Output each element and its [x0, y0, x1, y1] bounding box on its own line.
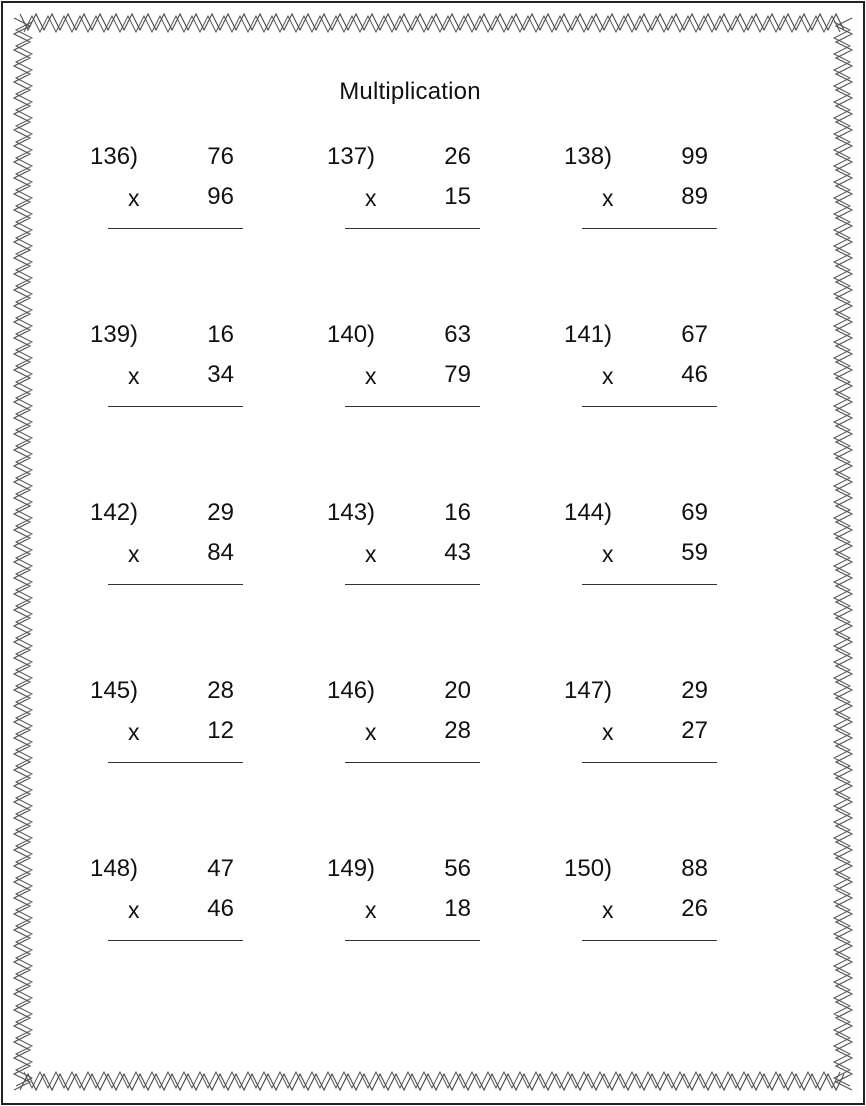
multiplicand: 29 [681, 677, 708, 704]
problem-item [322, 321, 559, 499]
multiplicand: 56 [444, 855, 471, 882]
problem-item [322, 143, 559, 321]
multiplicand: 28 [207, 677, 234, 704]
problem-number: 149) [327, 855, 376, 882]
answer-line [582, 762, 717, 763]
worksheet-title: Multiplication [339, 78, 481, 105]
multiplicand: 47 [207, 855, 234, 882]
multiply-sign: x [365, 363, 377, 389]
multiplicand: 16 [207, 321, 234, 348]
answer-line [582, 406, 717, 407]
multiply-sign: x [365, 541, 377, 567]
problem-item [559, 143, 796, 321]
problem-item [559, 499, 796, 677]
problem-item [85, 143, 322, 321]
multiplier: 79 [444, 361, 471, 388]
problem-item [85, 321, 322, 499]
problem-item [559, 321, 796, 499]
multiplicand: 76 [207, 143, 234, 170]
answer-line [345, 762, 480, 763]
problem-item [85, 855, 322, 1033]
multiplicand: 88 [681, 855, 708, 882]
problem-item [85, 499, 322, 677]
problem-number: 144) [564, 499, 613, 526]
problem-item [322, 499, 559, 677]
multiplicand: 69 [681, 499, 708, 526]
multiplier: 46 [207, 895, 234, 922]
problem-grid [85, 143, 785, 1033]
answer-line [108, 762, 243, 763]
multiplier: 89 [681, 183, 708, 210]
multiplicand: 20 [444, 677, 471, 704]
multiplier: 26 [681, 895, 708, 922]
answer-line [582, 584, 717, 585]
multiplier: 84 [207, 539, 234, 566]
multiply-sign: x [128, 897, 140, 923]
multiply-sign: x [365, 719, 377, 745]
multiply-sign: x [602, 719, 614, 745]
problem-item [559, 855, 796, 1033]
multiplicand: 63 [444, 321, 471, 348]
multiplier: 43 [444, 539, 471, 566]
multiply-sign: x [365, 185, 377, 211]
problem-item [85, 677, 322, 855]
problem-number: 150) [564, 855, 613, 882]
answer-line [345, 940, 480, 941]
multiply-sign: x [128, 185, 140, 211]
answer-line [108, 940, 243, 941]
multiplier: 46 [681, 361, 708, 388]
answer-line [345, 228, 480, 229]
multiplicand: 16 [444, 499, 471, 526]
problem-number: 142) [90, 499, 139, 526]
problem-number: 139) [90, 321, 139, 348]
multiply-sign: x [128, 363, 140, 389]
problem-number: 138) [564, 143, 613, 170]
multiplier: 34 [207, 361, 234, 388]
multiplicand: 29 [207, 499, 234, 526]
multiplier: 12 [207, 717, 234, 744]
answer-line [345, 406, 480, 407]
multiplier: 27 [681, 717, 708, 744]
problem-item [322, 677, 559, 855]
problem-number: 143) [327, 499, 376, 526]
multiplicand: 26 [444, 143, 471, 170]
problem-number: 145) [90, 677, 139, 704]
problem-number: 147) [564, 677, 613, 704]
problem-number: 137) [327, 143, 376, 170]
multiplicand: 99 [681, 143, 708, 170]
multiplier: 18 [444, 895, 471, 922]
problem-number: 136) [90, 143, 139, 170]
problem-number: 141) [564, 321, 613, 348]
multiplier: 59 [681, 539, 708, 566]
answer-line [582, 940, 717, 941]
multiply-sign: x [365, 897, 377, 923]
multiplier: 15 [444, 183, 471, 210]
problem-number: 148) [90, 855, 139, 882]
multiply-sign: x [602, 185, 614, 211]
multiply-sign: x [602, 363, 614, 389]
multiply-sign: x [602, 897, 614, 923]
multiplicand: 67 [681, 321, 708, 348]
problem-item [559, 677, 796, 855]
multiplier: 28 [444, 717, 471, 744]
answer-line [108, 228, 243, 229]
answer-line [582, 228, 717, 229]
multiply-sign: x [602, 541, 614, 567]
answer-line [108, 584, 243, 585]
problem-item [322, 855, 559, 1033]
answer-line [108, 406, 243, 407]
problem-number: 140) [327, 321, 376, 348]
multiply-sign: x [128, 541, 140, 567]
multiplier: 96 [207, 183, 234, 210]
answer-line [345, 584, 480, 585]
multiply-sign: x [128, 719, 140, 745]
problem-number: 146) [327, 677, 376, 704]
